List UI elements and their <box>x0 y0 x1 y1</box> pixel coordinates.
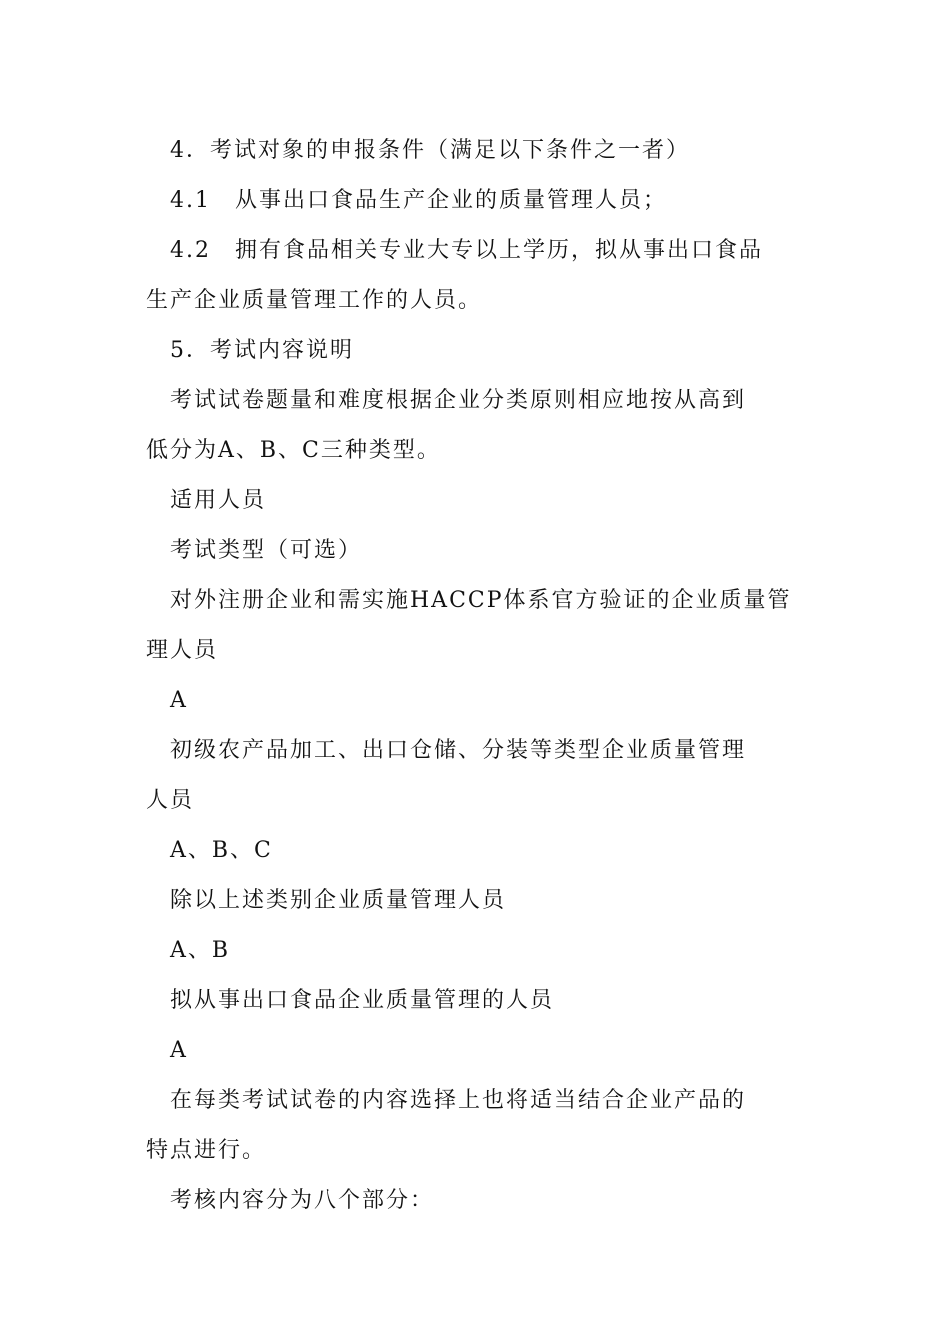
paragraph-line: 低分为A、B、C三种类型。 <box>146 438 441 463</box>
table-cell-exam-type: A、B <box>170 938 231 963</box>
table-cell-personnel: 对外注册企业和需实施HACCP体系官方验证的企业质量管 <box>170 588 792 613</box>
table-cell-personnel: 理人员 <box>146 638 219 663</box>
section-5-heading: 5．考试内容说明 <box>170 338 354 363</box>
section-4-heading: 4．考试对象的申报条件（满足以下条件之一者） <box>170 138 690 163</box>
table-cell-exam-type: A <box>170 1038 188 1063</box>
table-cell-exam-type: A <box>170 688 188 713</box>
table-cell-personnel: 初级农产品加工、出口仓储、分装等类型企业质量管理 <box>170 738 747 763</box>
condition-4-2-line-1: 4.2 拥有食品相关专业大专以上学历，拟从事出口食品 <box>170 238 763 263</box>
paragraph-line: 特点进行。 <box>146 1138 267 1163</box>
paragraph-line: 在每类考试试卷的内容选择上也将适当结合企业产品的 <box>170 1088 747 1113</box>
paragraph-line: 考试试卷题量和难度根据企业分类原则相应地按从高到 <box>170 388 747 413</box>
table-cell-exam-type: A、B、C <box>170 838 273 863</box>
table-header-exam-type: 考试类型（可选） <box>170 538 363 563</box>
table-cell-personnel: 拟从事出口食品企业质量管理的人员 <box>170 988 555 1013</box>
table-cell-personnel: 人员 <box>146 788 195 813</box>
table-cell-personnel: 除以上述类别企业质量管理人员 <box>170 888 507 913</box>
table-header-personnel: 适用人员 <box>170 488 267 513</box>
paragraph-line: 考核内容分为八个部分： <box>170 1188 435 1213</box>
condition-4-2-line-2: 生产企业质量管理工作的人员。 <box>146 288 483 313</box>
condition-4-1: 4.1 从事出口食品生产企业的质量管理人员； <box>170 188 667 213</box>
